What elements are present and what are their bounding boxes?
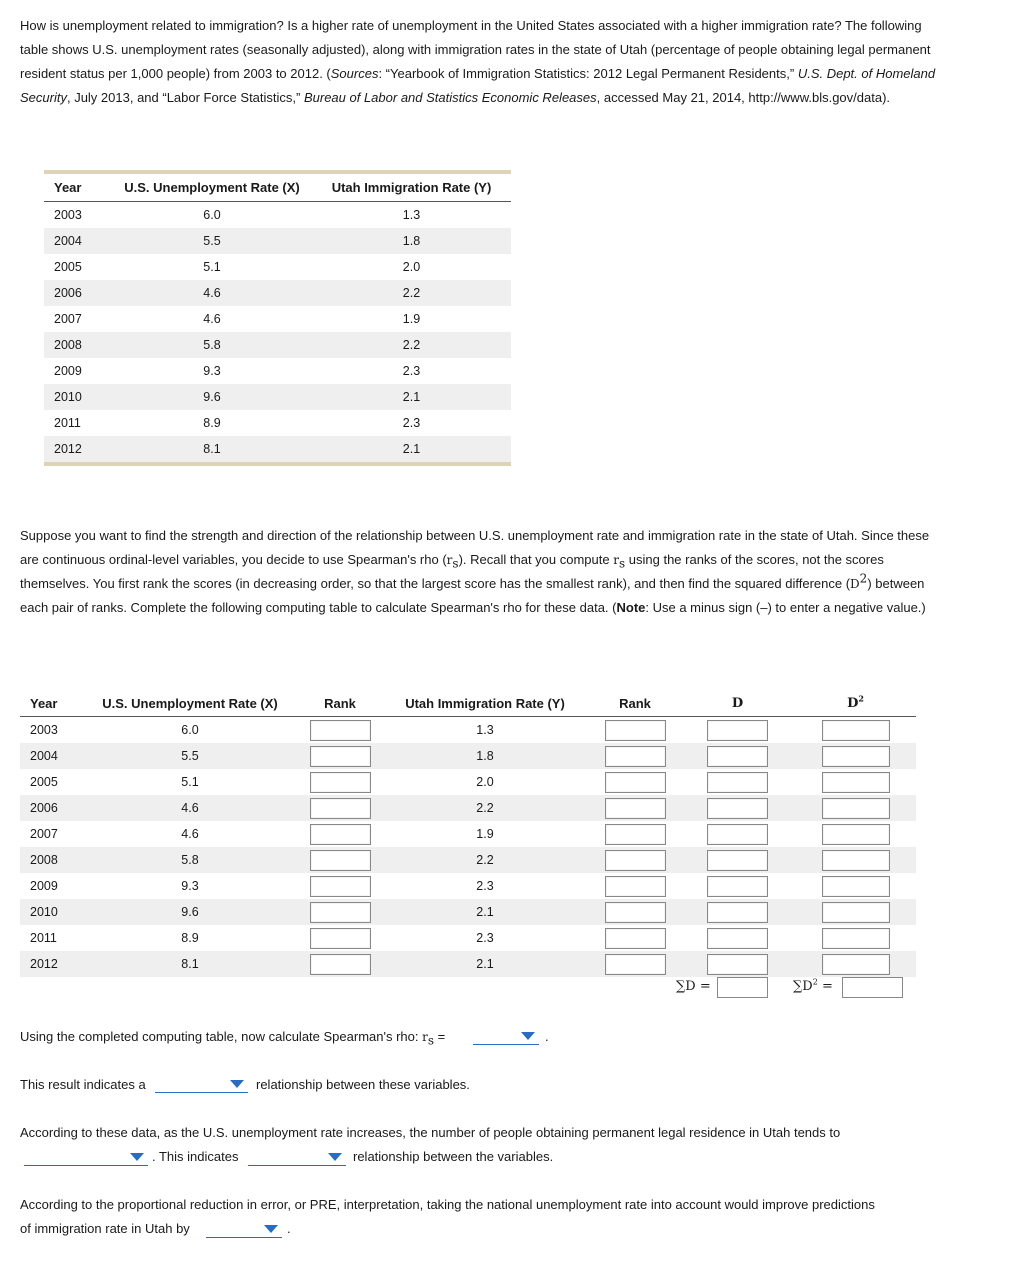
rank-x-input-cell: [300, 717, 380, 744]
year-cell: 2011: [54, 416, 81, 430]
unemployment-cell: 4.6: [80, 795, 300, 821]
d-squared-input-cell: [795, 951, 916, 977]
unemployment-cell: 5.1: [181, 775, 199, 789]
col-header-d-squared: $D^2$: [795, 690, 916, 717]
col-header-rank-x: Rank: [300, 690, 380, 717]
chevron-down-icon: [328, 1153, 342, 1161]
rank-x-input-cell: [300, 743, 380, 769]
rank-y-input-cell: [590, 769, 680, 795]
unemployment-cell: 9.6: [112, 384, 312, 410]
direction-dropdown[interactable]: [248, 1150, 346, 1166]
table-row: [20, 873, 916, 899]
rank-x-input[interactable]: [310, 746, 371, 767]
question-strength-suffix: relationship between these variables.: [256, 1077, 470, 1092]
d-input-cell: [680, 795, 795, 821]
chevron-down-icon: [130, 1153, 144, 1161]
d-squared-input[interactable]: [822, 850, 890, 871]
rank-x-input[interactable]: [310, 772, 371, 793]
col-header-year: Year: [20, 690, 80, 717]
table-row: [20, 795, 916, 821]
immigration-cell: 1.8: [312, 228, 511, 254]
question-direction-mid: . This indicates: [152, 1149, 239, 1164]
d-squared-input[interactable]: [822, 772, 890, 793]
sum-d2-input[interactable]: [842, 977, 903, 998]
immigration-cell: 1.8: [380, 743, 590, 769]
chevron-down-icon: [230, 1080, 244, 1088]
rank-x-input-cell: [300, 951, 380, 977]
d-input[interactable]: [707, 928, 768, 949]
immigration-cell: 1.9: [402, 312, 421, 326]
immigration-cell: 1.9: [476, 827, 494, 841]
d-squared-input-cell: [795, 873, 916, 899]
rank-x-input[interactable]: [310, 928, 371, 949]
col-header-year: Year: [44, 172, 112, 202]
immigration-cell: 2.2: [312, 332, 511, 358]
year-cell: 2012: [20, 951, 80, 977]
table-row: [20, 743, 916, 769]
unemployment-cell: 4.6: [112, 280, 312, 306]
table-row: [20, 769, 916, 795]
unemployment-cell: 8.9: [181, 931, 199, 945]
table-row: [44, 384, 511, 410]
instructions-paragraph: Suppose you want to find the strength and direction of the relationship between U.S. unemployment rate and immigration rate in the state of Utah. Since these are continuous ordinal-level variables, you decide to use Spearman's rho $(r_s)$. Recall that you compute $r_s$ using the ranks of the scores, not the scores themselves. You first rank the scores (in decreasing order, so that the largest score has the smallest rank), and then find the squared difference $(D^2)$ between each pair of ranks. Complete the following computing table to calculate Spearman's rho for these data. (Note: Use a minus sign (–) to enter a negative value.): [20, 528, 930, 615]
d-squared-input[interactable]: [822, 720, 890, 741]
rank-y-input-cell: [590, 821, 680, 847]
d-input-cell: [680, 769, 795, 795]
rank-x-input-cell: [300, 795, 380, 821]
d-squared-input[interactable]: [822, 798, 890, 819]
rank-y-input[interactable]: [605, 928, 666, 949]
d-squared-input-cell: [795, 769, 916, 795]
table-row: [20, 925, 916, 951]
rank-y-input-cell: [590, 847, 680, 873]
rank-y-input[interactable]: [605, 850, 666, 871]
table-row: [20, 951, 916, 977]
rank-x-input[interactable]: [310, 850, 371, 871]
year-cell: 2008: [20, 847, 80, 873]
chevron-down-icon: [521, 1032, 535, 1040]
question-strength-prefix: This result indicates a: [20, 1077, 146, 1092]
table-row: [20, 821, 916, 847]
rank-y-input[interactable]: [605, 720, 666, 741]
table-row: [44, 202, 511, 229]
unemployment-cell: 6.0: [203, 208, 221, 222]
d-input[interactable]: [707, 954, 768, 975]
year-cell: 2008: [44, 332, 112, 358]
d-input[interactable]: [707, 720, 768, 741]
d-input[interactable]: [707, 876, 768, 897]
unemployment-cell: 4.6: [203, 312, 221, 326]
rank-y-input[interactable]: [605, 798, 666, 819]
unemployment-cell: 6.0: [181, 723, 199, 737]
rank-y-input[interactable]: [605, 954, 666, 975]
immigration-cell: 1.3: [402, 208, 421, 222]
col-header-immigration: Utah Immigration Rate (Y): [312, 172, 511, 202]
sum-d-label: ∑D =: [676, 979, 711, 994]
d-squared-input-cell: [795, 717, 916, 744]
table-row: [20, 717, 916, 744]
year-cell: 2005: [30, 775, 58, 789]
d-input[interactable]: [707, 850, 768, 871]
d-squared-input[interactable]: [822, 746, 890, 767]
d-input[interactable]: [707, 772, 768, 793]
year-cell: 2004: [44, 228, 112, 254]
rho-period: .: [545, 1029, 549, 1044]
d-squared-input-cell: [795, 925, 916, 951]
rank-y-input[interactable]: [605, 876, 666, 897]
d-input-cell: [680, 743, 795, 769]
unemployment-cell: 9.3: [203, 364, 221, 378]
d-squared-input-cell: [795, 821, 916, 847]
d-squared-input[interactable]: [822, 824, 890, 845]
intro-paragraph: How is unemployment related to immigration? Is a higher rate of unemployment in the United States associated with a higher immigration rate? The following table shows U.S. unemployment rates (seasonally adjusted), along with immigration rates in the state of Utah (percentage of people obtaining legal permanent resident status per 1,000 people) from 2003 to 2012. (Sources: “Yearbook of Immigration Statistics: 2012 Legal Permanent Residents,” U.S. Dept. of Homeland Security, July 2013, and “Labor Force Statistics,” Bureau of Labor and Statistics Economic Releases, accessed May 21, 2014, http://www.bls.gov/data).: [20, 18, 936, 105]
col-header-immigration: Utah Immigration Rate (Y): [380, 690, 590, 717]
unemployment-cell: 8.9: [203, 416, 221, 430]
question-pre-line2: of immigration rate in Utah by: [20, 1221, 190, 1236]
d-squared-input[interactable]: [822, 954, 890, 975]
col-header-unemployment: U.S. Unemployment Rate (X): [80, 690, 300, 717]
year-cell: 2007: [54, 312, 82, 326]
question-rho: Using the completed computing table, now calculate Spearman's rho: $r_s$ =: [20, 1029, 446, 1048]
d-input-cell: [680, 847, 795, 873]
question-direction-text: According to these data, as the U.S. unemployment rate increases, the number of people obtaining permanent legal residence in Utah tends to: [20, 1125, 841, 1140]
rank-x-input[interactable]: [310, 798, 371, 819]
strength-dropdown[interactable]: [155, 1077, 248, 1093]
unemployment-cell: 8.1: [80, 951, 300, 977]
d-squared-input-cell: [795, 847, 916, 873]
year-cell: 2007: [30, 827, 58, 841]
immigration-cell: 2.3: [476, 879, 494, 893]
d-input-cell: [680, 925, 795, 951]
computing-table: [20, 690, 916, 977]
year-cell: 2012: [44, 436, 112, 464]
d-input-cell: [680, 899, 795, 925]
year-cell: 2010: [44, 384, 112, 410]
tends-to-dropdown[interactable]: [24, 1150, 148, 1166]
sum-d2-label: $\sum D^2$ =: [793, 977, 833, 994]
year-cell: 2006: [44, 280, 112, 306]
col-header-unemployment: U.S. Unemployment Rate (X): [112, 172, 312, 202]
rank-x-input-cell: [300, 873, 380, 899]
unemployment-cell: 9.6: [80, 899, 300, 925]
unemployment-cell: 8.1: [112, 436, 312, 464]
rank-y-input-cell: [590, 717, 680, 744]
year-cell: 2009: [30, 879, 58, 893]
immigration-cell: 2.3: [402, 416, 421, 430]
immigration-cell: 2.3: [402, 364, 421, 378]
d-squared-input-cell: [795, 899, 916, 925]
question-direction-suffix: relationship between the variables.: [353, 1149, 554, 1164]
table-row: [44, 332, 511, 358]
d-input-cell: [680, 717, 795, 744]
rank-y-input-cell: [590, 743, 680, 769]
rank-x-input-cell: [300, 847, 380, 873]
table-row: [44, 306, 511, 332]
rank-y-input[interactable]: [605, 824, 666, 845]
immigration-cell: 2.1: [380, 899, 590, 925]
d-squared-input[interactable]: [822, 902, 890, 923]
table-row: [44, 228, 511, 254]
d-input[interactable]: [707, 824, 768, 845]
table-row: [44, 280, 511, 306]
d-input-cell: [680, 821, 795, 847]
chevron-down-icon: [264, 1225, 278, 1233]
unemployment-cell: 5.8: [112, 332, 312, 358]
unemployment-cell: 5.5: [112, 228, 312, 254]
d-input[interactable]: [707, 902, 768, 923]
unemployment-cell: 9.3: [181, 879, 199, 893]
pre-period: .: [287, 1221, 291, 1236]
d-squared-input[interactable]: [822, 876, 890, 897]
rank-x-input[interactable]: [310, 824, 371, 845]
pre-dropdown[interactable]: [206, 1222, 282, 1238]
question-pre-line1: According to the proportional reduction in error, or PRE, interpretation, taking the national unemployment rate into account would improve predictions: [20, 1197, 875, 1212]
rank-x-input-cell: [300, 821, 380, 847]
table-row: [44, 254, 511, 280]
d-input-cell: [680, 951, 795, 977]
immigration-cell: 2.2: [380, 847, 590, 873]
year-cell: 2003: [30, 723, 58, 737]
rank-y-input-cell: [590, 899, 680, 925]
immigration-cell: 2.0: [476, 775, 494, 789]
col-header-d: D: [680, 690, 795, 717]
rank-y-input-cell: [590, 951, 680, 977]
d-squared-input[interactable]: [822, 928, 890, 949]
rank-x-input-cell: [300, 925, 380, 951]
unemployment-cell: 5.8: [80, 847, 300, 873]
table-row: [44, 436, 511, 464]
rank-x-input-cell: [300, 899, 380, 925]
rank-x-input[interactable]: [310, 720, 371, 741]
immigration-cell: 2.1: [380, 951, 590, 977]
immigration-cell: 2.1: [312, 384, 511, 410]
rank-x-input[interactable]: [310, 902, 371, 923]
d-squared-input-cell: [795, 795, 916, 821]
year-cell: 2003: [54, 208, 82, 222]
immigration-cell: 2.0: [402, 260, 421, 274]
sum-d-input[interactable]: [717, 977, 768, 998]
immigration-cell: 2.2: [380, 795, 590, 821]
col-header-rank-y: Rank: [590, 690, 680, 717]
table-row: [44, 358, 511, 384]
d-input[interactable]: [707, 746, 768, 767]
rank-y-input[interactable]: [605, 902, 666, 923]
rank-x-input[interactable]: [310, 954, 371, 975]
immigration-cell: 1.3: [476, 723, 494, 737]
d-input[interactable]: [707, 798, 768, 819]
table-row: [20, 847, 916, 873]
year-cell: 2005: [54, 260, 82, 274]
rank-y-input-cell: [590, 925, 680, 951]
rank-x-input-cell: [300, 769, 380, 795]
table-row: [20, 899, 916, 925]
rank-y-input[interactable]: [605, 746, 666, 767]
unemployment-cell: 4.6: [181, 827, 199, 841]
year-cell: 2006: [20, 795, 80, 821]
data-table: [44, 170, 511, 466]
d-squared-input-cell: [795, 743, 916, 769]
rho-dropdown[interactable]: [473, 1029, 539, 1045]
immigration-cell: 2.2: [312, 280, 511, 306]
rank-y-input[interactable]: [605, 772, 666, 793]
year-cell: 2010: [20, 899, 80, 925]
d-input-cell: [680, 873, 795, 899]
table-row: [44, 410, 511, 436]
rank-x-input[interactable]: [310, 876, 371, 897]
rank-y-input-cell: [590, 873, 680, 899]
immigration-cell: 2.3: [476, 931, 494, 945]
unemployment-cell: 5.1: [203, 260, 221, 274]
year-cell: 2009: [54, 364, 82, 378]
immigration-cell: 2.1: [312, 436, 511, 464]
unemployment-cell: 5.5: [80, 743, 300, 769]
year-cell: 2004: [20, 743, 80, 769]
year-cell: 2011: [30, 931, 57, 945]
rank-y-input-cell: [590, 795, 680, 821]
